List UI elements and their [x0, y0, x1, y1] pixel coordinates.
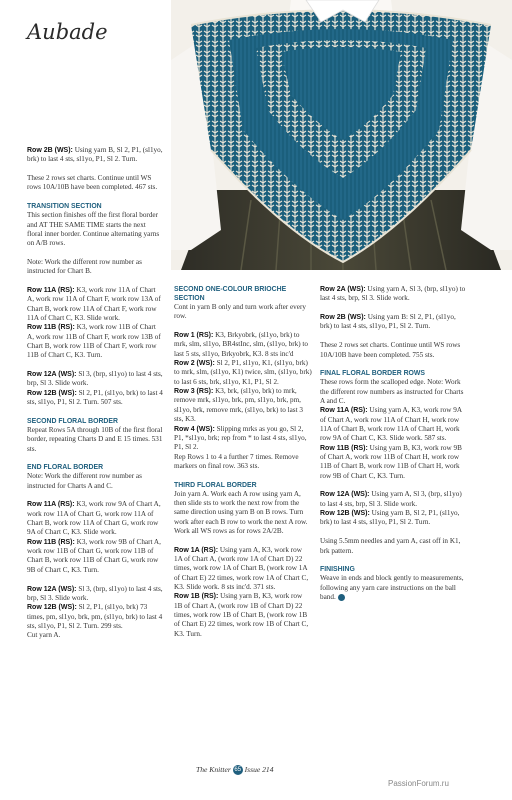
row-label: Row 1A (RS):: [174, 546, 219, 554]
row-instruction: [320, 490, 468, 509]
row-text: Using yarn A, Sl 3, (brp, sl1yo) to last 4 sts, brp, Sl 3. Slide work.: [320, 490, 462, 508]
row-text: K3, Brkyobrk, (sl1yo, brk) to mrk, slm, sl1yo, BR4stInc, slm, (sl1yo, brk) to last 5 sts, sl1yo, Brkyobrk, K3. 8 sts inc'd: [174, 331, 308, 358]
row-instruction: [27, 389, 163, 408]
row-text: Sl 3, (brp, sl1yo) to last 4 sts, brp, Sl 3. Slide work.: [27, 584, 163, 602]
paragraph: Rep Rows 1 to 4 a further 7 times. Remove markers on final row. 363 sts.: [174, 452, 299, 470]
row-label: Row 12B (WS):: [320, 510, 370, 518]
row-instruction: [27, 500, 163, 537]
note: Note: Work the different row number as instructed for Chart B.: [27, 257, 142, 276]
page-footer: [196, 765, 274, 775]
paragraph: Cont in yarn B only and turn work after every row.: [174, 303, 306, 321]
row-label: Row 11A (RS):: [27, 287, 75, 294]
page-title: Aubade: [27, 20, 108, 44]
row-label: Row 4 (WS):: [174, 425, 215, 433]
row-label: Row 12B (WS):: [27, 604, 77, 612]
row-text: Using yarn B, Sl 2, P1, (sl1yo, brk) to last 4 sts, sl1yo, P1, Sl 2. Turn.: [320, 509, 460, 527]
paragraph: These rows form the scalloped edge. Note: Work the different row numbers as instructed for Charts A and C.: [320, 378, 464, 405]
row-text: K3, work row 9B of Chart A, work row 11B of Chart G, work row 11B of Chart B, work row 11B of Chart G, work row 9B of Chart C, K3. Turn.: [27, 537, 161, 574]
section-heading: TRANSITION SECTION: [27, 203, 102, 211]
row-label: Row 11B (RS):: [27, 538, 75, 546]
section-heading: SECOND FLORAL BORDER: [27, 417, 118, 425]
column-3: [320, 285, 468, 612]
section-heading: THIRD FLORAL BORDER: [174, 481, 257, 489]
shawl-photo: [171, 0, 512, 270]
paragraph: Repeat Rows 5A through 10B of the first floral border, repeating Charts D and E 15 times. 531 sts.: [27, 425, 163, 453]
issue-number: Issue 214: [244, 765, 274, 774]
row-text: Using yarn A, K3, work row 9A of Chart A, work row 11A of Chart H, work row 11A of Chart B, work row 11A of Chart H, work row 9A of Chart C, K3. Slide work. 587 sts.: [320, 406, 462, 443]
row-label: Row 1 (RS):: [174, 332, 214, 340]
column-1: [27, 146, 163, 650]
row-text: Using yarn B: Sl 2, P1, (sl1yo, brk) to last 4 sts, sl1yo, P1, Sl 2. Turn.: [320, 313, 456, 331]
watermark: PassionForum.ru: [388, 779, 449, 788]
row-label: Row 11A (RS):: [320, 407, 368, 415]
row-text: Slipping mrks as you go, Sl 2, P1, *sl1yo, brk; rep from * to last 4 sts, sl1yo, P1, Sl 2.: [174, 424, 307, 452]
row-label: Row 2 (WS):: [174, 360, 215, 368]
end-mark-icon: [338, 594, 345, 601]
section-heading: FINAL FLORAL BORDER ROWS: [320, 370, 426, 378]
section-heading: END FLORAL BORDER: [27, 464, 104, 472]
note: Note: Work the different row number as instructed for Charts A and C.: [27, 472, 142, 490]
row-text: K3, brk, (sl1yo, brk) to mrk, remove mrk, sl1yo, brk, pm, sl1yo, brk, pm, sl1yo, brk, remove mrk, (sl1yo, brk) to last 3 sts, K3.: [174, 387, 303, 424]
row-text: Sl 3, (brp, sl1yo) to last 4 sts, brp, Sl 3. Slide work.: [27, 370, 163, 388]
row-instruction: [27, 323, 163, 360]
row-instruction: [320, 313, 468, 332]
row-label: Row 2B (WS):: [320, 314, 366, 322]
row-label: Row 2A (WS):: [320, 286, 366, 293]
row-text: Using yarn B, Sl 2, P1, (sl1yo, brk) to last 4 sts, sl1yo, P1, Sl 2. Turn.: [27, 146, 163, 164]
paragraph: Cut yarn A.: [27, 631, 61, 640]
row-label: Row 3 (RS):: [174, 388, 214, 396]
magazine-name: The Knitter: [196, 765, 231, 774]
row-instruction: [174, 387, 312, 424]
row-label: Row 12A (WS):: [27, 585, 77, 593]
paragraph: These 2 rows set charts. Continue until WS rows 10A/10B have been completed. 755 sts.: [320, 341, 461, 359]
paragraph: This section finishes off the first floral border and AT THE SAME TIME starts the next floral inner border. Continue alternating yarns on A/B rows.: [27, 211, 160, 248]
row-instruction: [320, 444, 468, 481]
row-label: Row 11B (RS):: [320, 444, 368, 452]
row-instruction: [174, 546, 312, 593]
paragraph: These 2 rows set charts. Continue until WS rows 10A/10B have been completed. 467 sts.: [27, 174, 158, 192]
row-label: Row 11A (RS):: [27, 501, 75, 509]
paragraph: [320, 574, 468, 602]
column-2: [174, 285, 312, 639]
paragraph: Using 5.5mm needles and yarn A, cast off in K1, brk pattern.: [320, 537, 461, 555]
finishing-text: Weave in ends and block gently to measurements, following any yarn care instructions on the ball band.: [320, 574, 464, 601]
row-instruction: [27, 585, 163, 604]
row-instruction: [174, 592, 312, 639]
row-instruction: [27, 538, 163, 575]
row-label: Row 11B (RS):: [27, 324, 75, 332]
row-label: Row 12A (WS):: [320, 491, 370, 499]
page-number: 65: [234, 767, 242, 774]
row-text: Sl 2, P1, sl1yo, K1, (sl1yo, brk) to mrk, slm, (sl1yo, K1) twice, slm, (sl1yo, brk) to last 6 sts, brk, sl1yo, K1, P1, Sl 2.: [174, 359, 312, 386]
paragraph: Join yarn A. Work each A row using yarn A, then slide sts to work the next row from the same direction using yarn B on B rows. Turn work after each B row to work the next A row. Work all WS rows as for rows 2A/2B.: [174, 489, 308, 535]
row-text: Using yarn B, K3, work row 9B of Chart A, work row 11B of Chart H, work row 11B of Chart B, work row 11B of Chart H, work row 9B of Chart C, K3. Turn.: [320, 443, 462, 480]
row-label: Row 12B (WS):: [27, 389, 77, 397]
shawl-illustration: [171, 0, 512, 270]
row-instruction: [174, 425, 312, 453]
row-instruction: [320, 509, 468, 528]
section-heading: SECOND ONE-COLOUR BRIOCHE SECTION: [174, 286, 287, 302]
section-heading: FINISHING: [320, 566, 355, 574]
row-text: Sl 2, P1, (sl1yo, brk) 73 times, pm, sl1yo, brk, pm, (sl1yo, brk) to last 4 sts, sl1yo, P1, Sl 2. Turn. 299 sts.: [27, 603, 163, 630]
row-instruction: [27, 370, 163, 389]
row-text: Using yarn A, K3, work row 1A of Chart A, (work row 1A of Chart D) 22 times, work row 1A of Chart B, (work row 1A of Chart E) 22 times, work row 1A of Chart C, K3. Slide work. 8 sts inc'd. 371 sts.: [174, 545, 309, 592]
paragraph: [27, 146, 163, 165]
row-instruction: [174, 331, 312, 359]
row-label: Row 2B (WS):: [27, 147, 73, 154]
row-instruction: [27, 286, 163, 323]
row-text: K3, work row 11A of Chart A, work row 11A of Chart F, work row 13A of Chart B, work row 11A of Chart F, work row 11A of Chart C, K3. Slide work.: [27, 286, 161, 323]
row-instruction: [174, 359, 312, 387]
row-text: Using yarn A, Sl 3, (brp, sl1yo) to last 4 sts, brp, Sl 3. Slide work.: [320, 285, 466, 303]
row-text: K3, work row 9A of Chart A, work row 11A of Chart G, work row 11A of Chart B, work row 11A of Chart G, work row 9A of Chart C, K3. Slide work.: [27, 500, 161, 537]
row-label: Row 12A (WS):: [27, 371, 77, 379]
row-instruction: [27, 603, 163, 631]
row-instruction: [320, 406, 468, 443]
row-label: Row 1B (RS):: [174, 593, 219, 601]
row-text: Sl 2, P1, (sl1yo, brk) to last 4 sts, sl1yo, P1, Sl 2. Turn. 507 sts.: [27, 388, 163, 407]
row-text: Using yarn B, K3, work row 1B of Chart A, (work row 1B of Chart D) 22 times, work row 1B of Chart B, (work row 1B of Chart E) 22 times, work row 1B of Chart C, K3. Turn.: [174, 592, 309, 638]
row-text: K3, work row 11B of Chart A, work row 11B of Chart F, work row 13B of Chart B, work row 11B of Chart F, work row 11B of Chart C, K3. Turn.: [27, 323, 161, 360]
row-instruction: [320, 285, 468, 304]
